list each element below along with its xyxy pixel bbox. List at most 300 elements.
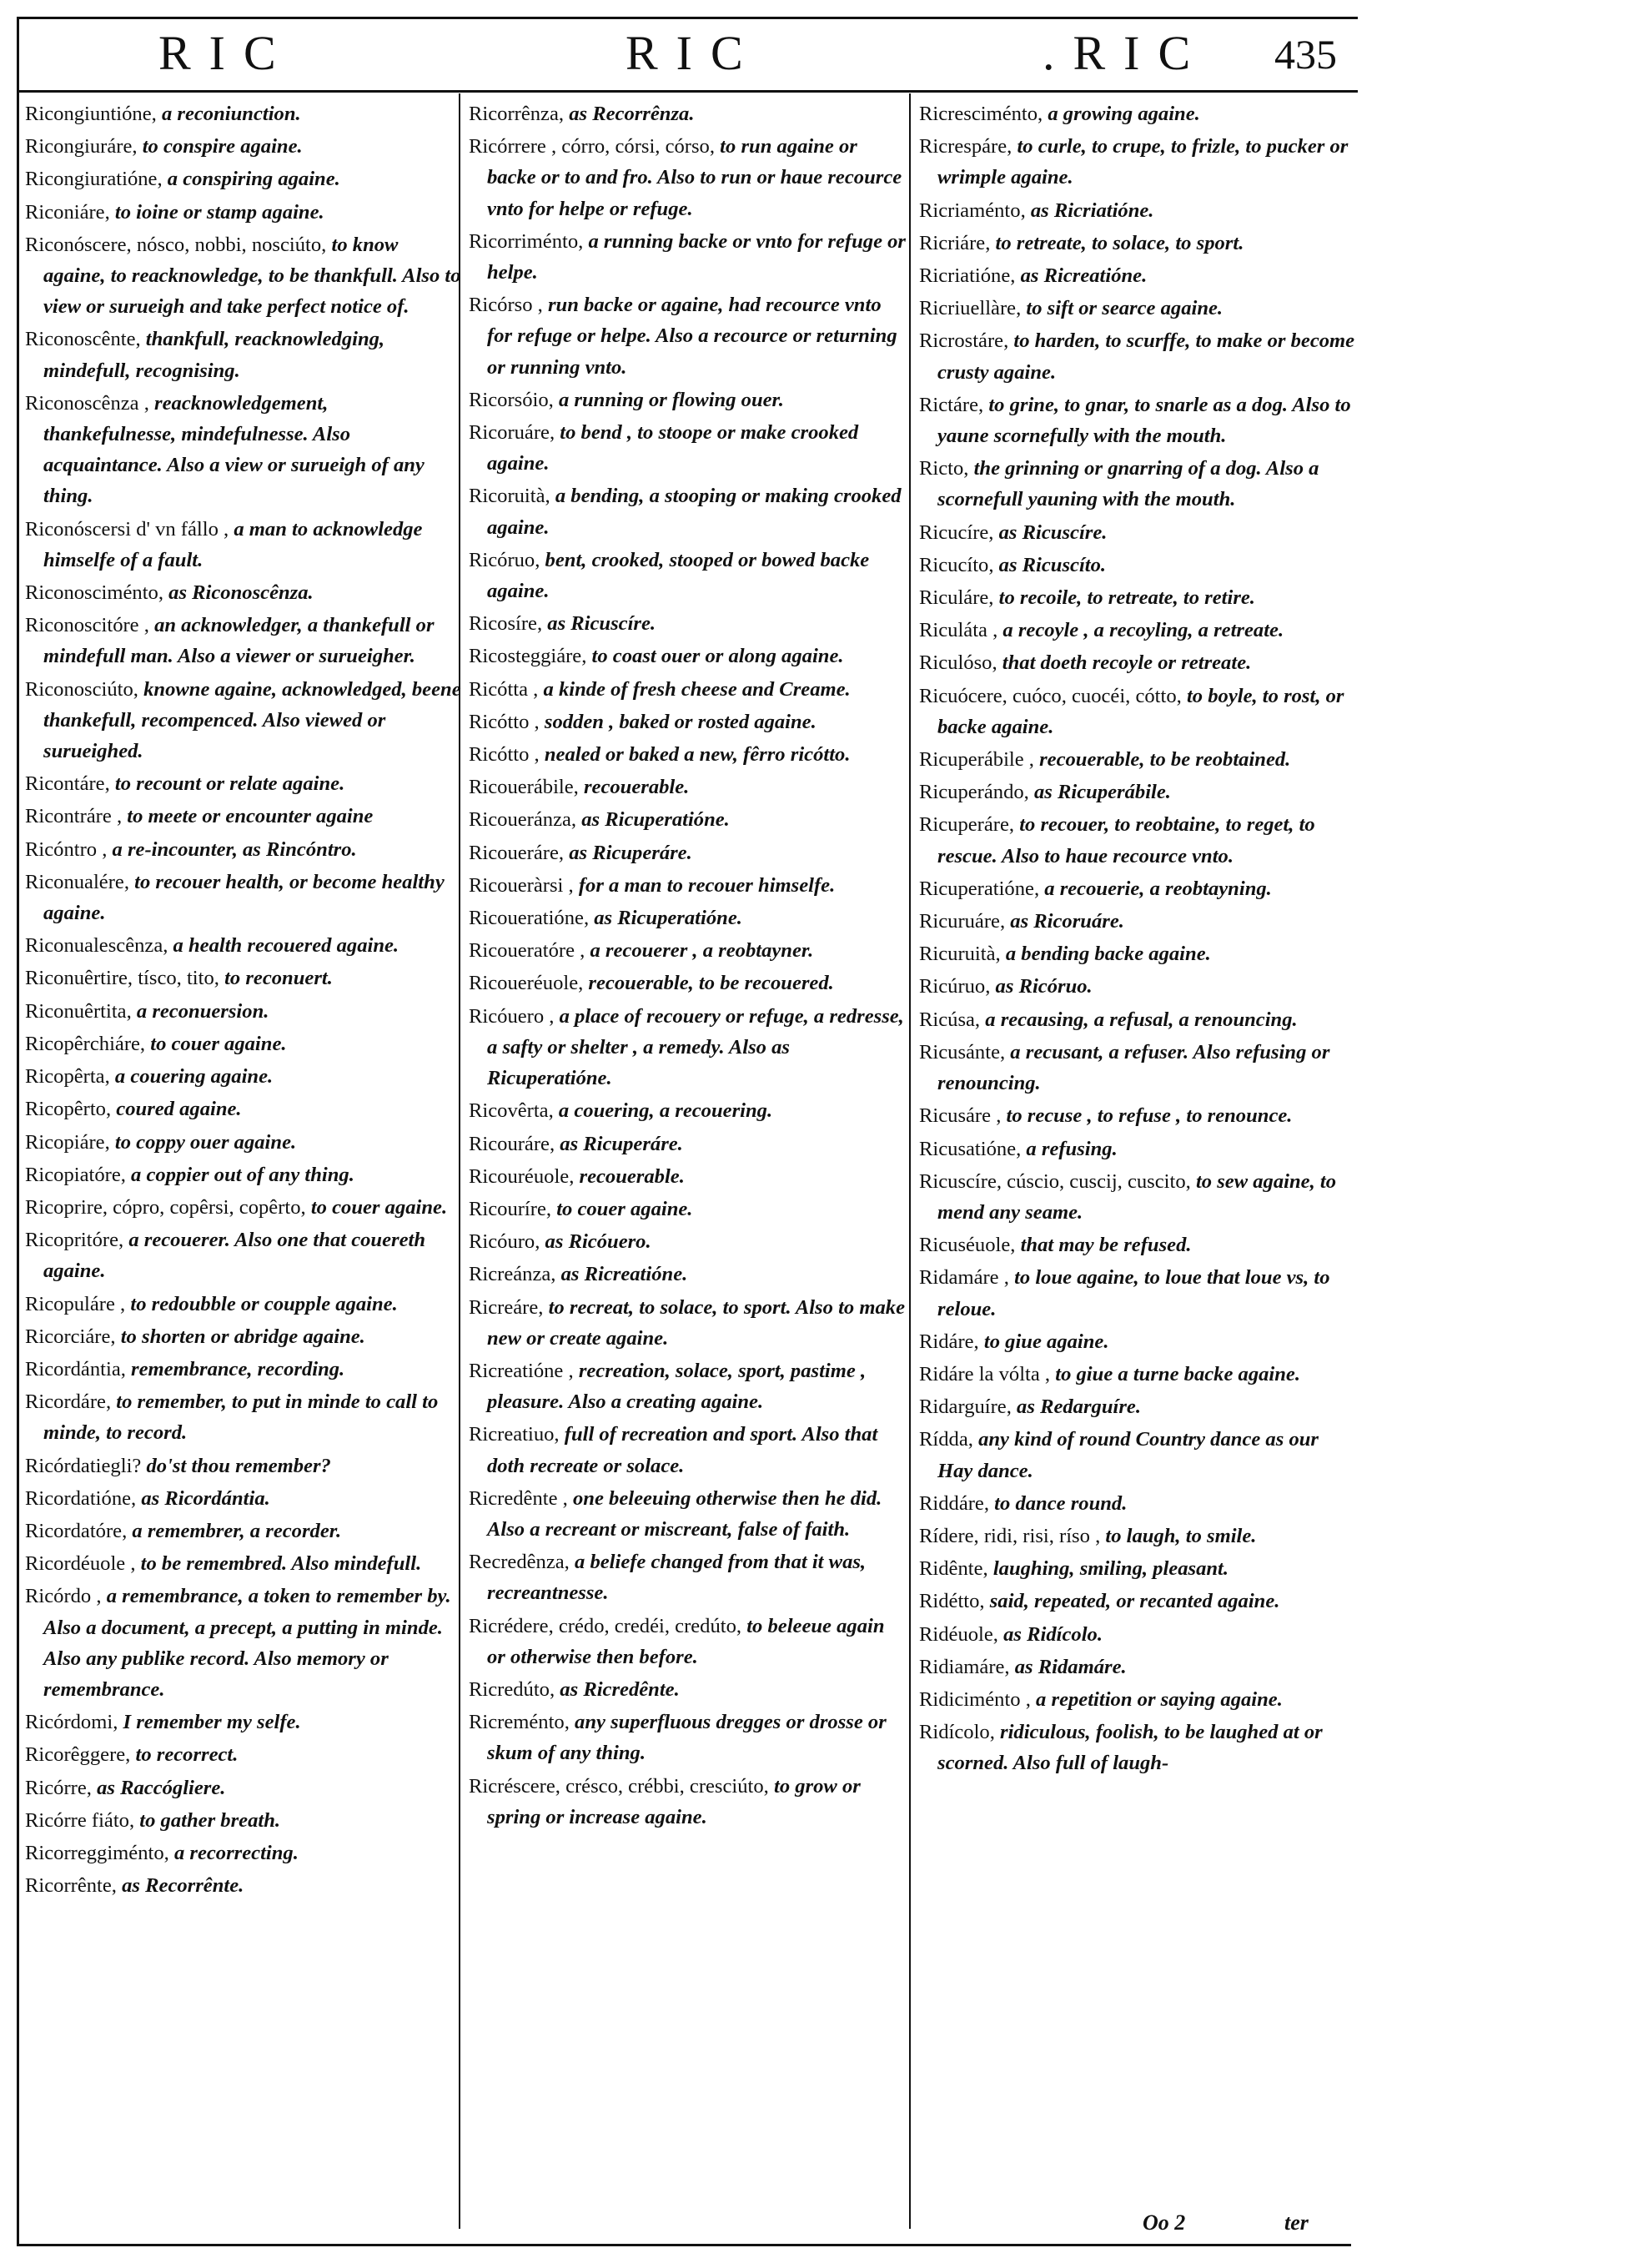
entry-headword: Ricorêggere,	[25, 1743, 131, 1767]
dictionary-entry	[469, 385, 907, 415]
entry-headword: Ricongiuntióne,	[25, 103, 157, 125]
entry-definition: a man to acknowledge himselfe of a fault.	[43, 517, 423, 571]
entry-headword: Ricontáre,	[25, 772, 110, 796]
entry-headword: Riconoscitóre ,	[25, 614, 149, 637]
column-rule-2	[909, 93, 911, 2229]
dictionary-entry	[25, 163, 463, 194]
dictionary-entry	[919, 1037, 1357, 1099]
running-head	[33, 25, 1351, 83]
entry-headword: Ricuócere, cuóco, cuocéi, cótto,	[919, 684, 1182, 707]
entry-definition: as Ricuscíto.	[998, 553, 1107, 576]
entry-headword: Ricreatióne ,	[469, 1359, 574, 1382]
dictionary-entry	[25, 1127, 463, 1158]
dictionary-entry	[469, 837, 907, 868]
catchword: ter	[1284, 2210, 1309, 2235]
entry-headword: Ricórdomi,	[25, 1711, 118, 1734]
entry-definition: a bending backe againe.	[1005, 943, 1211, 966]
entry-headword: Ricopêrto,	[25, 1098, 112, 1121]
entry-headword: Ricongiuratióne,	[25, 168, 163, 191]
dictionary-entry	[25, 1451, 463, 1481]
dictionary-entry	[25, 1707, 463, 1737]
dictionary-entry	[469, 1161, 907, 1192]
entry-headword: Ricouréuole,	[469, 1164, 575, 1188]
entry-headword: Ricóntro ,	[25, 837, 108, 861]
entry-headword: Ricriáre,	[919, 231, 991, 254]
entry-headword: Ricopuláre ,	[25, 1292, 126, 1315]
entry-definition: a health recouered againe.	[173, 934, 399, 958]
entry-definition: a reconiunction.	[161, 103, 301, 125]
entry-headword: Ricresciménto,	[919, 103, 1043, 125]
entry-headword: Ridiciménto ,	[919, 1687, 1031, 1711]
entry-headword: Ricorreggiménto,	[25, 1841, 169, 1864]
entry-definition: do'st thou remember?	[146, 1454, 331, 1477]
entry-headword: Ricoueratóre ,	[469, 939, 585, 963]
entry-definition: to redoubble or coupple againe.	[130, 1292, 398, 1315]
dictionary-entry	[469, 1355, 907, 1417]
entry-definition: knowne againe, acknowledged, beene thankefull, recompenced. Also viewed or surueighed.	[43, 677, 461, 763]
entry-headword: Riculáre,	[919, 586, 994, 610]
entry-definition: to boyle, to rost, or backe againe.	[937, 684, 1344, 738]
entry-headword: Ricuruità,	[919, 943, 1001, 966]
entry-definition: any superfluous dregges or drosse or skum of any thing.	[487, 1711, 887, 1765]
entry-headword: Ricusatióne,	[919, 1137, 1022, 1160]
entry-definition: ridiculous, foolish, to be laughed at or scorned. Also full of laugh-	[937, 1721, 1323, 1775]
entry-definition: said, repeated, or recanted againe.	[989, 1590, 1280, 1613]
entry-headword: Ricopêrta,	[25, 1065, 110, 1089]
dictionary-entry	[919, 873, 1357, 904]
entry-definition: a conspiring againe.	[167, 168, 340, 191]
entry-headword: Ricoueréuole,	[469, 972, 584, 995]
entry-headword: Recredênza,	[469, 1551, 570, 1574]
dictionary-entry	[469, 804, 907, 835]
dictionary-entry	[919, 681, 1357, 742]
entry-headword: Ricréscere, crésco, crébbi, cresciúto,	[469, 1774, 769, 1798]
entry-definition: recouerable, to be recouered.	[588, 972, 834, 995]
entry-headword: Ricucíre,	[919, 520, 994, 544]
entry-definition: nealed or baked a new, fêrro ricótto.	[544, 743, 851, 767]
entry-definition: any kind of round Country dance as our Hay dance.	[937, 1428, 1319, 1482]
dictionary-entry	[25, 1386, 463, 1448]
dictionary-entry	[469, 608, 907, 639]
entry-definition: to run againe or backe or to and fro. Also to run or haue recource vnto for helpe or refuge.	[487, 135, 902, 220]
dictionary-entry	[469, 1292, 907, 1354]
entry-definition: a recorrecting.	[173, 1841, 299, 1864]
entry-definition: a bending, a stooping or making crooked againe.	[487, 485, 902, 539]
entry-headword: Ricoruità,	[469, 485, 550, 508]
entry-definition: a recusant, a refuser. Also refusing or renouncing.	[937, 1040, 1330, 1095]
entry-headword: Ricosíre,	[469, 612, 543, 636]
dictionary-entry	[919, 131, 1357, 193]
entry-headword: Ricóuro,	[469, 1230, 540, 1254]
entry-definition: as Ricóuero.	[545, 1230, 651, 1254]
dictionary-entry	[25, 514, 463, 576]
entry-headword: Ricordatóre,	[25, 1519, 128, 1542]
dictionary-entry	[469, 1611, 907, 1672]
entry-definition: as Ricuscíre.	[547, 612, 656, 636]
entry-headword: Riconoscênza ,	[25, 391, 149, 415]
dictionary-entry	[919, 906, 1357, 937]
dictionary-entry	[919, 98, 1357, 129]
entry-headword: Ricórdatiegli?	[25, 1454, 142, 1477]
entry-headword: Ricouerábile,	[469, 776, 579, 799]
entry-definition: to beleeue again or otherwise then before.	[487, 1614, 885, 1668]
dictionary-entry	[25, 1773, 463, 1803]
entry-definition: as Ricreatióne.	[560, 1263, 688, 1286]
entry-definition: sodden , baked or rosted againe.	[544, 710, 816, 733]
entry-definition: to conspire againe.	[142, 135, 303, 158]
dictionary-entry	[25, 1838, 463, 1868]
entry-headword: Ricuscíre, cúscio, cuscij, cuscito,	[919, 1169, 1191, 1193]
entry-headword: Riconosciúto,	[25, 677, 138, 701]
entry-headword: Rídda,	[919, 1428, 973, 1451]
entry-headword: Ricorrênza,	[469, 103, 565, 125]
dictionary-entry	[25, 867, 463, 928]
entry-definition: an acknowledger, a thankefull or mindefull man. Also a viewer or surueigher.	[43, 614, 435, 668]
dictionary-entry	[25, 930, 463, 961]
dictionary-entry	[469, 1259, 907, 1290]
entry-definition: for a man to recouer himselfe.	[578, 873, 836, 897]
entry-definition: to gather breath.	[139, 1808, 281, 1832]
entry-headword: Riculáta ,	[919, 619, 998, 642]
dictionary-entry	[919, 1652, 1357, 1682]
entry-headword: Ricopêrchiáre,	[25, 1032, 146, 1055]
entry-definition: reacknowledgement, thankefulnesse, mindefulnesse. Also acquaintance. Also a view or surueigh of any thing.	[43, 391, 425, 508]
entry-headword: Ricóruo,	[469, 548, 540, 571]
entry-headword: Ricouríre,	[469, 1197, 552, 1220]
entry-definition: as Ricordántia.	[141, 1486, 270, 1510]
dictionary-entry	[25, 388, 463, 512]
dictionary-entry	[469, 968, 907, 998]
entry-headword: Ricóuero ,	[469, 1004, 555, 1028]
entry-headword: Ricoueratióne,	[469, 907, 590, 930]
dictionary-entry	[469, 674, 907, 705]
dictionary-entry	[919, 1262, 1357, 1324]
entry-definition: a remembrance, a token to remember by. Also a document, a precept, a putting in minde. Also any publike record. Also memory or remembrance.	[43, 1585, 451, 1701]
dictionary-entry	[25, 131, 463, 162]
entry-headword: Ricuperáre,	[919, 813, 1015, 837]
entry-headword: Ricúruo,	[919, 975, 991, 998]
entry-definition: to giue a turne backe againe.	[1055, 1362, 1300, 1385]
entry-definition: to recouer, to reobtaine, to reget, to rescue. Also to haue recource vnto.	[937, 813, 1315, 867]
dictionary-entry	[919, 260, 1357, 291]
entry-definition: as Ricuperatióne.	[581, 808, 730, 832]
dictionary-entry	[919, 1553, 1357, 1584]
dictionary-entry	[919, 390, 1357, 451]
dictionary-entry	[919, 1004, 1357, 1035]
entry-definition: run backe or againe, had recource vnto for refuge or helpe. Also a recource or returning or running vnto.	[487, 294, 897, 379]
entry-headword: Rídere, ridi, risi, ríso ,	[919, 1524, 1101, 1547]
entry-headword: Riconóscersi d' vn fállo ,	[25, 517, 229, 541]
dictionary-entry	[919, 550, 1357, 581]
entry-definition: to reconuert.	[224, 967, 333, 990]
entry-definition: as Ricuperatióne.	[594, 907, 742, 930]
entry-headword: Riconualescênza,	[25, 934, 168, 958]
entry-headword: Ricreánza,	[469, 1263, 556, 1286]
entry-headword: Ricoueránza,	[469, 808, 577, 832]
dictionary-entry	[25, 1516, 463, 1546]
entry-headword: Ricorrênte,	[25, 1874, 117, 1898]
entry-definition: as Ricuperáre.	[560, 1132, 683, 1155]
entry-headword: Ricovêrta,	[469, 1099, 554, 1123]
dictionary-entry	[469, 1483, 907, 1545]
entry-headword: Ricótto ,	[469, 710, 540, 733]
dictionary-entry	[25, 1192, 463, 1223]
entry-definition: a refusing.	[1026, 1137, 1118, 1160]
entry-definition: to remember, to put in minde to call to minde, to record.	[43, 1390, 439, 1445]
dictionary-entry	[25, 768, 463, 799]
dictionary-entry	[25, 674, 463, 767]
entry-definition: a couering, a recouering.	[558, 1099, 773, 1123]
entry-definition: laughing, smiling, pleasant.	[992, 1557, 1229, 1581]
dictionary-entry	[919, 293, 1357, 324]
entry-definition: to dance round.	[994, 1491, 1128, 1515]
entry-definition: a running or flowing ouer.	[558, 388, 784, 411]
entry-definition: recouerable.	[583, 776, 690, 799]
dictionary-entry	[25, 98, 463, 129]
dictionary-entry	[919, 1166, 1357, 1228]
entry-definition: the grinning or gnarring of a dog. Also a scornefull yauning with the mouth.	[937, 457, 1319, 511]
entry-definition: remembrance, recording.	[131, 1357, 345, 1380]
entry-headword: Ricucíto,	[919, 553, 994, 576]
entry-definition: as Ridamáre.	[1014, 1655, 1127, 1678]
entry-headword: Riconoscênte,	[25, 328, 141, 351]
signature-text: Oo 2	[1143, 2210, 1186, 2235]
signature-mark	[1143, 2210, 1343, 2235]
entry-headword: Riculóso,	[919, 651, 997, 675]
entry-headword: Ricórrere , córro, córsi, córso,	[469, 135, 716, 158]
entry-headword: Ricopiáre,	[25, 1130, 110, 1154]
dictionary-entry	[919, 809, 1357, 871]
dictionary-entry	[919, 1100, 1357, 1131]
entry-definition: a remembrer, a recorder.	[132, 1519, 342, 1542]
entry-definition: to grow or spring or increase againe.	[487, 1774, 861, 1828]
entry-headword: Ricuperándo,	[919, 781, 1029, 804]
entry-definition: as Ricuscíre.	[998, 520, 1108, 544]
entry-headword: Ricorciáre,	[25, 1325, 116, 1348]
dictionary-entry	[25, 229, 463, 323]
entry-headword: Ricreáre,	[469, 1295, 544, 1319]
entry-definition: to harden, to scurffe, to make or become crusty againe.	[937, 329, 1355, 384]
dictionary-entry	[25, 1581, 463, 1705]
entry-definition: to couer againe.	[150, 1032, 287, 1055]
entry-definition: to grine, to gnar, to snarle as a dog. Also to yaune scornefully with the mouth.	[937, 393, 1351, 448]
dictionary-entry	[919, 1230, 1357, 1260]
dictionary-entry	[919, 1359, 1357, 1390]
entry-definition: as Ridícolo.	[1003, 1622, 1103, 1646]
entry-headword: Ricoruáre,	[469, 421, 555, 445]
entry-headword: Ricongiuráre,	[25, 135, 138, 158]
entry-definition: as Recorrênza.	[569, 103, 695, 125]
dictionary-entry	[25, 610, 463, 671]
dictionary-entry	[469, 870, 907, 901]
entry-definition: to recount or relate againe.	[114, 772, 345, 796]
dictionary-entry	[469, 417, 907, 479]
entry-headword: Riconualére,	[25, 870, 129, 893]
entry-headword: Ricouráre,	[469, 1132, 555, 1155]
entry-definition: recreation, solace, sport, pastime , pleasure. Also a creating againe.	[487, 1359, 867, 1414]
entry-headword: Ricredênte ,	[469, 1486, 568, 1510]
dictionary-entry	[919, 517, 1357, 548]
dictionary-entry	[469, 935, 907, 966]
entry-headword: Riconiáre,	[25, 200, 110, 224]
entry-definition: a recouerer , a reobtayner.	[590, 939, 814, 963]
dictionary-entry	[919, 1424, 1357, 1486]
entry-headword: Ricórso ,	[469, 294, 543, 317]
entry-headword: Ridiamáre,	[919, 1655, 1010, 1678]
entry-definition: as Ricóruo.	[995, 975, 1093, 998]
dictionary-entry	[25, 1225, 463, 1286]
entry-definition: recouerable, to be reobtained.	[1039, 748, 1291, 772]
dictionary-entry	[25, 1028, 463, 1059]
running-head-right: .RIC	[1043, 26, 1209, 80]
dictionary-entry	[25, 1061, 463, 1092]
dictionary-entry	[25, 1805, 463, 1836]
dictionary-entry	[919, 453, 1357, 515]
entry-headword: Ricriatióne,	[919, 264, 1016, 288]
dictionary-entry	[25, 324, 463, 385]
dictionary-entry	[919, 325, 1357, 387]
entry-definition: to giue againe.	[983, 1330, 1109, 1353]
dictionary-entry	[469, 903, 907, 933]
dictionary-entry	[919, 1521, 1357, 1551]
entry-definition: thankfull, reacknowledging, mindefull, recognising.	[43, 328, 385, 382]
entry-definition: to meete or encounter againe	[127, 805, 374, 828]
running-head-left: RIC	[158, 26, 294, 80]
dictionary-entry	[469, 772, 907, 802]
dictionary-entry	[469, 545, 907, 606]
dictionary-entry	[919, 1684, 1357, 1715]
entry-headword: Ricordatióne,	[25, 1486, 137, 1510]
entry-definition: as Redarguíre.	[1017, 1395, 1141, 1419]
entry-headword: Ricoprire, cópro, copêrsi, copêrto,	[25, 1195, 306, 1219]
dictionary-entry	[25, 577, 463, 608]
entry-definition: that doeth recoyle or retreate.	[1002, 651, 1252, 675]
dictionary-entry	[469, 131, 907, 224]
dictionary-entry	[469, 1707, 907, 1768]
page-number: 435	[1274, 31, 1337, 78]
dictionary-entry	[25, 197, 463, 228]
dictionary-entry	[25, 834, 463, 865]
entry-headword: Ricordántia,	[25, 1357, 126, 1380]
entry-headword: Ricriaménto,	[919, 199, 1026, 222]
entry-definition: as Ricuperáre.	[569, 841, 692, 864]
entry-headword: Riddáre,	[919, 1491, 990, 1515]
dictionary-entry	[469, 707, 907, 737]
dictionary-entry	[469, 1226, 907, 1257]
dictionary-entry	[469, 739, 907, 770]
entry-definition: to recreat, to solace, to sport. Also to make new or create againe.	[487, 1295, 905, 1350]
entry-definition: as Recorrênte.	[122, 1874, 244, 1898]
entry-headword: Ricorriménto,	[469, 229, 584, 253]
dictionary-entry	[469, 98, 907, 129]
entry-headword: Ridáre la vólta ,	[919, 1362, 1051, 1385]
entry-headword: Ricótta ,	[469, 677, 539, 701]
dictionary-entry	[25, 1548, 463, 1579]
entry-definition: a couering againe.	[114, 1065, 274, 1089]
dictionary-entry	[919, 1326, 1357, 1357]
entry-headword: Ricto,	[919, 457, 969, 480]
entry-definition: to couer againe.	[556, 1197, 693, 1220]
dictionary-entry	[919, 1717, 1357, 1778]
entry-definition: a beliefe changed from that it was, recreantnesse.	[487, 1551, 867, 1605]
entry-definition: that may be refused.	[1020, 1234, 1192, 1257]
entry-definition: coured againe.	[116, 1098, 242, 1121]
entry-headword: Ricopritóre,	[25, 1229, 124, 1252]
dictionary-column-1	[25, 98, 463, 1903]
dictionary-entry	[469, 289, 907, 383]
dictionary-column-2	[469, 98, 907, 1834]
entry-definition: bent, crooked, stooped or bowed backe againe.	[487, 548, 870, 603]
dictionary-entry	[919, 1134, 1357, 1164]
entry-definition: to coast ouer or along againe.	[591, 645, 844, 668]
dictionary-entry	[469, 1674, 907, 1705]
entry-definition: a place of recouery or refuge, a redresse, a safty or shelter , a remedy. Also as Ricuperatióne.	[487, 1004, 904, 1090]
entry-definition: a running backe or vnto for refuge or helpe.	[487, 229, 907, 284]
entry-headword: Ricórre fiáto,	[25, 1808, 135, 1832]
dictionary-entry	[469, 1001, 907, 1094]
entry-definition: a recausing, a refusal, a renouncing.	[985, 1008, 1298, 1031]
dictionary-entry	[469, 226, 907, 288]
running-head-center: RIC	[626, 26, 761, 80]
entry-definition: to sew againe, to mend any seame.	[937, 1169, 1336, 1224]
entry-definition: as Raccógliere.	[97, 1776, 226, 1799]
entry-headword: Ridétto,	[919, 1590, 985, 1613]
entry-definition: to be remembred. Also mindefull.	[140, 1552, 422, 1576]
entry-headword: Ridarguíre,	[919, 1395, 1012, 1419]
entry-headword: Ricordéuole ,	[25, 1552, 136, 1576]
entry-definition: to couer againe.	[310, 1195, 448, 1219]
entry-headword: Ricusánte,	[919, 1040, 1006, 1064]
entry-definition: as Ricoruáre.	[1010, 910, 1124, 933]
dictionary-entry	[919, 582, 1357, 613]
entry-headword: Ricórre,	[25, 1776, 92, 1799]
dictionary-entry	[25, 1094, 463, 1124]
entry-headword: Ricrédere, crédo, credéi, credúto,	[469, 1614, 742, 1637]
dictionary-entry	[919, 195, 1357, 226]
dictionary-entry	[919, 615, 1357, 646]
dictionary-entry	[469, 1771, 907, 1833]
entry-headword: Ricuséuole,	[919, 1234, 1016, 1257]
page-frame-bottom	[17, 2244, 1351, 2246]
entry-headword: Ricusáre ,	[919, 1104, 1002, 1128]
dictionary-entry	[469, 1194, 907, 1225]
entry-definition: as Riconoscênza.	[168, 581, 314, 605]
dictionary-entry	[25, 1289, 463, 1320]
entry-headword: Ricrostáre,	[919, 329, 1009, 353]
entry-headword: Ricuperábile ,	[919, 748, 1034, 772]
dictionary-entry	[919, 228, 1357, 259]
entry-definition: as Ricriatióne.	[1030, 199, 1154, 222]
entry-definition: a growing againe.	[1048, 103, 1200, 125]
entry-definition: to ioine or stamp againe.	[114, 200, 324, 224]
entry-headword: Ricuruáre,	[919, 910, 1006, 933]
entry-headword: Ricoueráre,	[469, 841, 565, 864]
entry-headword: Ricuperatióne,	[919, 877, 1040, 900]
dictionary-entry	[919, 971, 1357, 1002]
entry-definition: to recuse , to refuse , to renounce.	[1006, 1104, 1293, 1128]
entry-definition: to retreate, to solace, to sport.	[995, 231, 1244, 254]
entry-definition: to recoile, to retreate, to retire.	[998, 586, 1255, 610]
dictionary-entry	[25, 963, 463, 993]
entry-definition: recouerable.	[579, 1164, 685, 1188]
entry-headword: Ricriuellàre,	[919, 297, 1022, 320]
dictionary-entry	[25, 801, 463, 832]
entry-definition: a recouerie, a reobtayning.	[1044, 877, 1272, 900]
entry-definition: to loue againe, to loue that loue vs, to reloue.	[937, 1266, 1330, 1320]
entry-definition: to recorrect.	[135, 1743, 239, 1767]
entry-definition: one beleeuing otherwise then he did. Also a recreant or miscreant, false of faith.	[487, 1486, 882, 1541]
entry-definition: as Ricreatióne.	[1020, 264, 1148, 288]
